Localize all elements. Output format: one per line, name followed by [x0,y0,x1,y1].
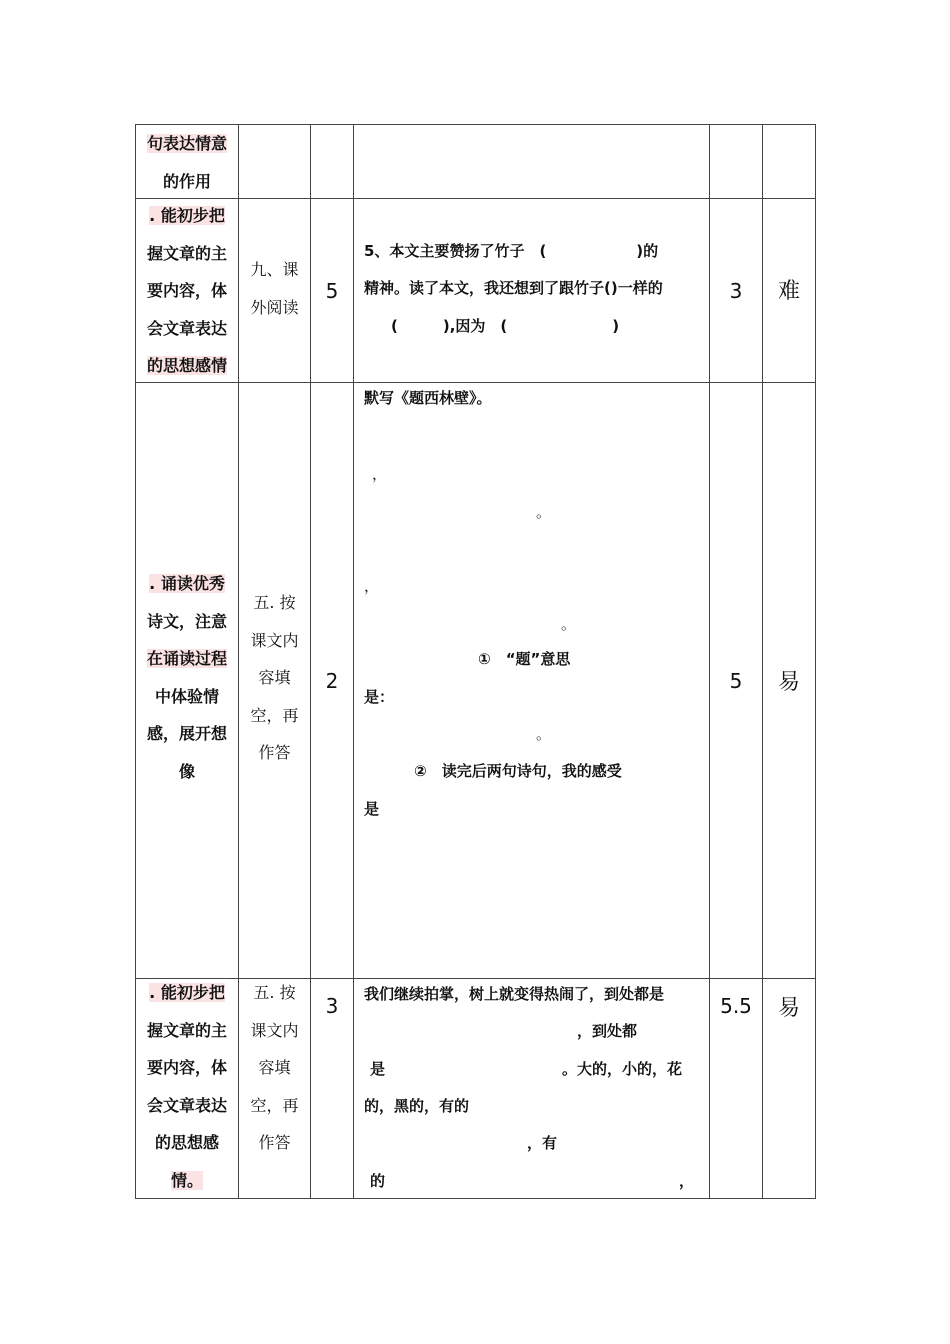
objective-line: 握文章的主 [146,243,227,263]
objective-line: 的思想感情 [146,356,227,375]
question-line: 是 [364,800,380,818]
type-line: 五. 按 [253,983,296,1002]
objective-line: 在诵读过程 [146,649,227,668]
type-line: 九、课 [250,260,299,279]
objective-line: 感，展开想 [146,724,227,743]
objective-line: 像 [178,761,195,781]
question-line: 。 [561,615,577,633]
type-line: 容填 [258,668,291,687]
type-line: 容填 [258,1058,291,1077]
row1-score: 3 [729,278,743,303]
row1-number: 5 [325,278,339,303]
row2-score: 5 [729,668,743,693]
objective-line: . 诵读优秀 [149,574,225,593]
row1-type [239,251,310,326]
question-line: 的，黑的，有的 [364,1097,470,1115]
type-line: 课文内 [250,630,299,650]
type-line: 作答 [258,1133,291,1152]
column-divider [353,125,354,1198]
question-line: 的 [370,1172,386,1190]
objective-line: 会文章表达 [146,1095,227,1115]
row1-level: 难 [777,279,800,304]
objective-line: 句表达情意 [146,134,227,153]
row2-number: 2 [325,668,339,693]
question-line: ， [372,465,388,483]
question-line: 。大的，小的，花 [562,1060,683,1078]
objective-line: 的作用 [162,171,211,191]
objective-line: 会文章表达 [146,318,227,338]
question-line: 是： [364,688,395,706]
row3-type [239,974,310,1162]
objective-line: 情。 [170,1170,203,1190]
objective-line: 的思想感 [154,1133,219,1152]
objective-line: 要内容，体 [146,1058,227,1077]
question-line: ，到处都 [577,1022,638,1040]
row3-score: 5.5 [720,994,752,1018]
row2-level: 易 [777,670,800,695]
question-line: 精神。读了本文，我还想到了跟竹子()一样的 [364,279,663,297]
objective-line: . 能初步把 [149,206,225,225]
row2-type [239,584,310,772]
objective-line: 握文章的主 [146,1020,227,1040]
question-line: ① “题”意思 [478,650,571,668]
type-line: 空，再 [250,1095,299,1115]
type-line: 外阅读 [250,297,299,317]
question-line: 。 [536,725,552,743]
question-line: ② 读完后两句诗句，我的感受 [414,762,622,780]
question-line: ， [364,577,380,595]
question-line: 默写《题西林壁》。 [364,389,492,407]
row3-level: 易 [777,995,800,1021]
question-line: ，有 [527,1134,558,1152]
question-line: ， [679,1172,695,1190]
row2-objective [136,565,238,790]
row3-objective [136,974,238,1199]
type-line: 空，再 [250,705,299,725]
objective-line: . 能初步把 [149,983,225,1002]
type-line: 课文内 [250,1020,299,1040]
row0-objective [136,125,238,200]
row3-number: 3 [325,994,339,1018]
row1-objective [136,197,238,385]
question-line: 是 [370,1060,386,1078]
objective-line: 中体验情 [154,686,219,706]
type-line: 五. 按 [253,593,296,612]
question-line: 。 [536,503,552,521]
question-line: ( ),因为 ( ) [391,317,620,335]
question-line: 我们继续拍掌，树上就变得热闹了，到处都是 [364,985,665,1003]
objective-line: 诗文，注意 [146,611,227,631]
lesson-table [135,124,816,1199]
objective-line: 要内容，体 [146,281,227,300]
type-line: 作答 [258,743,291,762]
question-line: 5、本文主要赞扬了竹子 ( )的 [364,242,659,260]
